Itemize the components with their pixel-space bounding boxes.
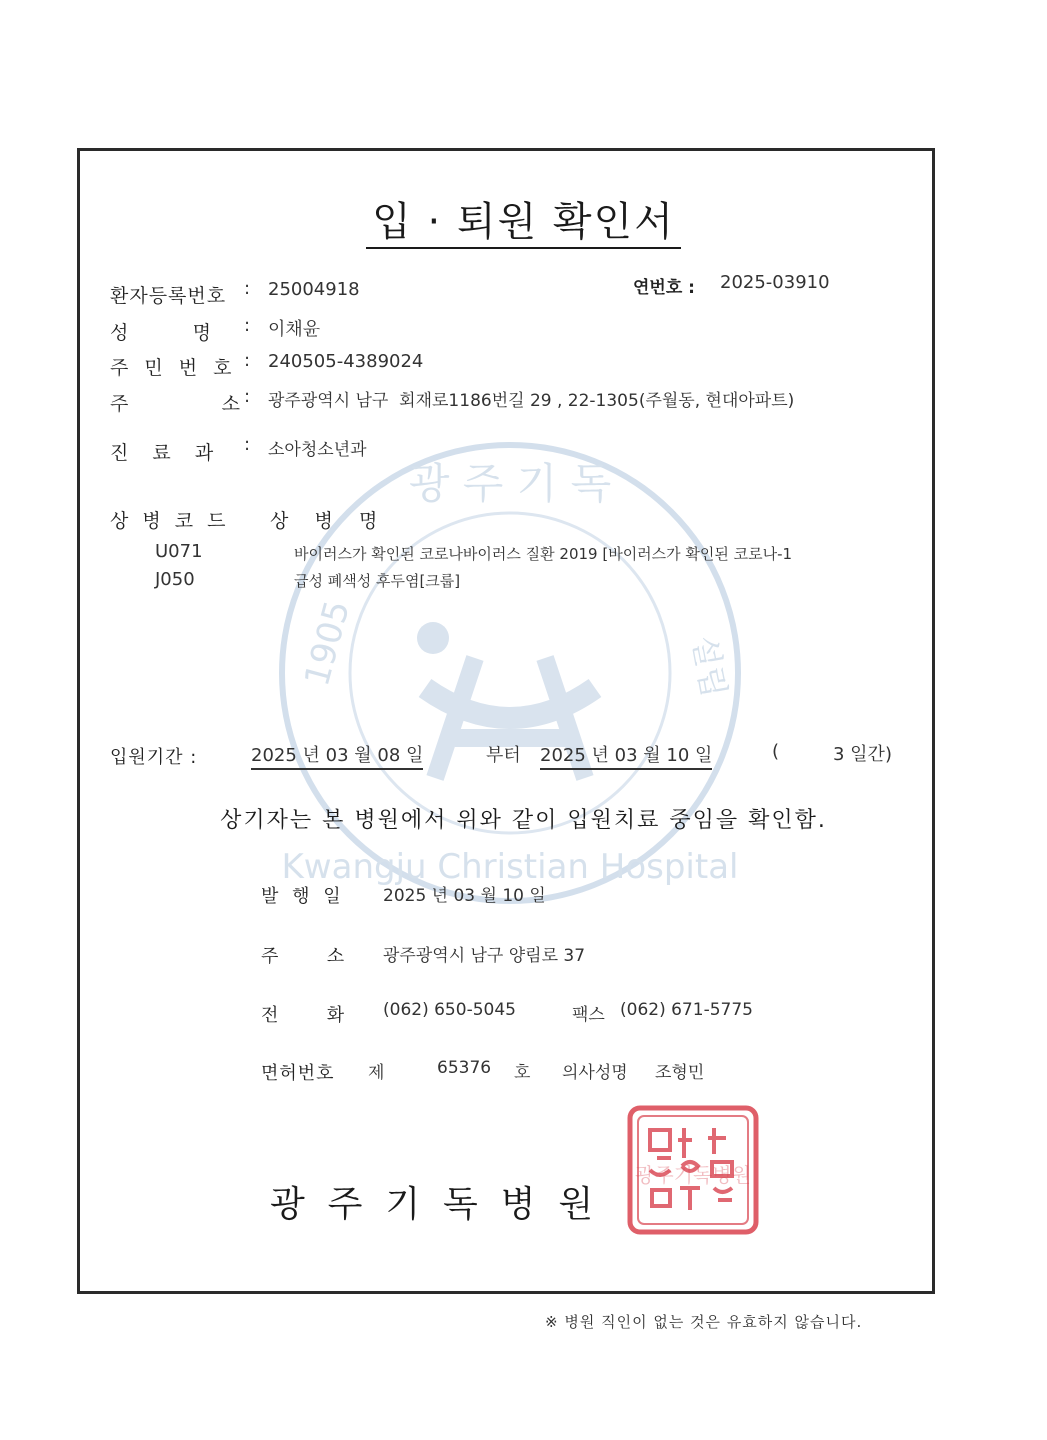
diagnosis-name: 바이러스가 확인된 코로나바이러스 질환 2019 [바이러스가 확인된 코로나-1: [294, 545, 793, 563]
footnote: ※ 병원 직인이 없는 것은 유효하지 않습니다.: [545, 1313, 863, 1331]
admission-start-date: 2025 년 03 월 08 일: [251, 741, 423, 770]
rrn-value: 240505-4389024: [268, 351, 424, 372]
reg-no-label: 환자등록번호: [110, 285, 227, 307]
colon: :: [244, 386, 251, 407]
license-prefix: 제: [368, 1063, 385, 1083]
department-value: 소아청소년과: [268, 440, 367, 460]
reg-no-value: 25004918: [268, 279, 360, 300]
colon: :: [244, 315, 251, 336]
license-label: 면허번호: [261, 1063, 335, 1084]
watermark-korean-text: 광 주 기 독: [408, 459, 612, 508]
serial-label: 연번호 :: [633, 278, 695, 298]
fax-value: (062) 671-5775: [620, 1000, 753, 1020]
watermark-english-text: Kwangju Christian Hospital: [281, 847, 739, 887]
diagnosis-code: U071: [155, 541, 203, 562]
admission-days: 3 일간): [833, 744, 892, 765]
from-word: 부터: [486, 745, 521, 766]
address-label: 주 소: [110, 393, 246, 415]
colon: :: [244, 350, 251, 371]
document-title: 입 · 퇴원 확인서: [0, 190, 1047, 247]
issue-date-value: 2025 년 03 월 10 일: [383, 886, 546, 906]
hospital-address-label: 주 소: [261, 946, 347, 967]
address-value: 광주광역시 남구 회재로1186번길 29 , 22-1305(주월동, 현대아파트): [268, 391, 795, 411]
doctor-name: 조형민: [655, 1063, 705, 1083]
fax-label: 팩스: [572, 1005, 605, 1025]
hospital-name: 광 주 기 독 병 원: [270, 1184, 594, 1225]
license-number: 65376: [437, 1058, 492, 1078]
admission-period-label: 입원기간 :: [110, 747, 198, 768]
colon: :: [244, 434, 251, 455]
serial-number: 2025-03910: [720, 272, 830, 293]
confirmation-statement: 상기자는 본 병원에서 위와 같이 입원치료 중임을 확인함.: [220, 808, 827, 833]
admission-end-date: 2025 년 03 월 10 일: [540, 741, 712, 770]
diagnosis-name: 급성 폐색성 후두염[크룹]: [294, 572, 461, 590]
hospital-address-value: 광주광역시 남구 양림로 37: [383, 946, 586, 966]
diagnosis-code: J050: [155, 569, 195, 590]
name-label: 성 명: [110, 322, 215, 344]
diagnosis-name-header: 상 병 명: [270, 510, 380, 532]
rrn-label: 주 민 번 호: [110, 357, 237, 379]
open-paren: (: [772, 741, 780, 762]
license-suffix: 호: [514, 1063, 531, 1083]
seal-text: 광주기독병원: [635, 1163, 751, 1187]
issue-date-label: 발 행 일: [261, 886, 345, 907]
name-value: 이채윤: [268, 319, 321, 340]
doctor-label: 의사성명: [562, 1063, 628, 1083]
diagnosis-code-header: 상 병 코 드: [110, 510, 230, 532]
watermark-year: 1905: [297, 596, 359, 691]
phone-value: (062) 650-5045: [383, 1000, 516, 1020]
colon: :: [244, 278, 251, 299]
phone-label: 전 화: [261, 1005, 347, 1026]
watermark-established: 설립: [685, 632, 734, 701]
department-label: 진 료 과: [110, 442, 218, 464]
